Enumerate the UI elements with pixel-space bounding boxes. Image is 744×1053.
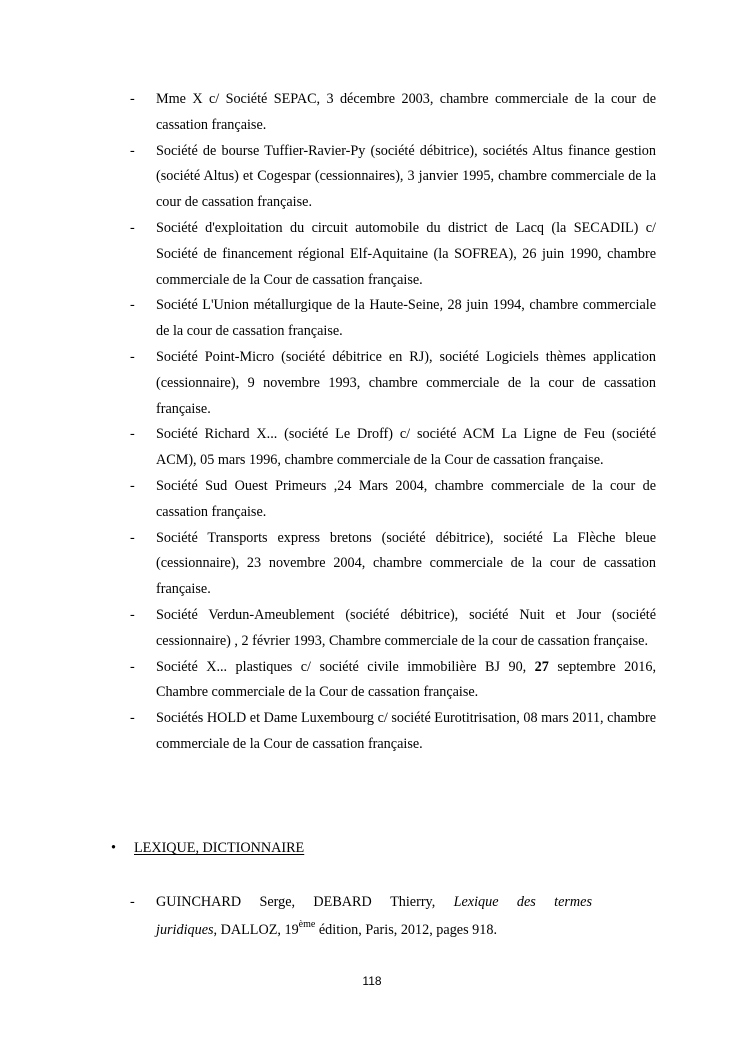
case-citation: Société Verdun-Ameublement (société débitrice), société Nuit et Jour (société cessionnaire) , 2 février 1993, Chambre commerciale de la cour de cassation française. [156,606,656,649]
author-word: GUINCHARD [156,894,242,910]
dash-marker: - [130,658,135,675]
edition-superscript: ème [298,919,316,930]
list-item [126,603,656,655]
case-citation: Sociétés HOLD et Dame Luxembourg c/ société Eurotitrisation, 08 mars 2011, chambre commerciale de la Cour de cassation française. [156,710,656,752]
case-law-list [126,87,656,758]
list-item [126,888,592,944]
case-citation: Société Point-Micro (société débitrice en RJ), société Logiciels thèmes application (cessionnaire), 9 novembre 1993, chambre commerciale de la cour de cassation française. [156,348,656,417]
list-item [126,526,656,603]
dash-marker: - [130,894,135,910]
author-word: Thierry, [390,894,436,910]
author-word: DEBARD [313,894,372,910]
case-citation: Société Sud Ouest Primeurs ,24 Mars 2004, chambre commerciale de la cour de cassation française. [156,477,656,520]
title-word: juridiques [156,922,214,938]
publication-details: édition, Paris, 2012, pages 918. [315,922,497,938]
case-citation: Société L'Union métallurgique de la Haute-Seine, 28 juin 1994, chambre commerciale de la cour de cassation française. [156,297,656,340]
dash-marker: - [130,142,135,159]
title-word: des [516,894,536,910]
case-citation-bold-day: 27 [534,658,549,675]
author-word: Serge, [259,894,296,910]
case-citation: Mme X c/ Société SEPAC, 3 décembre 2003, chambre commerciale de la cour de cassation française. [156,91,656,133]
dash-marker: - [130,529,135,546]
lexique-list [126,888,592,944]
list-item [126,345,656,422]
dash-marker: - [130,477,135,494]
dash-marker: - [130,91,135,107]
case-citation [156,655,656,707]
title-word: Lexique [453,894,499,910]
list-item [126,422,656,474]
case-citation-start: Société X... plastiques c/ société civile immobilière BJ 90, [156,658,535,675]
dash-marker: - [130,426,135,443]
title-word: termes [554,894,592,910]
case-citation: Société Richard X... (société Le Droff) c/ société ACM La Ligne de Feu (société ACM), 05 mars 1996, chambre commerciale de la Cour de cassation française. [156,426,656,469]
section-title: LEXIQUE, DICTIONNAIRE [134,840,305,856]
reference-line-2 [156,916,592,944]
publisher-text: , DALLOZ, 19 [213,922,299,938]
list-item [126,216,656,293]
reference-line-1 [156,888,592,916]
dash-marker: - [130,219,135,236]
list-item [126,706,656,758]
page-number: 118 [362,974,382,988]
dash-marker: - [130,297,135,314]
list-item [126,139,656,216]
list-item [126,87,656,139]
case-citation-end: septembre 2016, Chambre commerciale de la Cour de cassation française. [156,658,656,701]
case-citation: Société de bourse Tuffier-Ravier-Py (société débitrice), sociétés Altus finance gestion (société Altus) et Cogespar (cessionnaires), 3 janvier 1995, chambre commerciale de la cour de cassation française. [156,142,656,211]
case-citation: Société Transports express bretons (société débitrice), société La Flèche bleue (cessionnaire), 23 novembre 2004, chambre commerciale de la cour de cassation française. [156,529,656,598]
list-item [126,655,656,707]
dash-marker: - [130,606,135,623]
list-item [126,474,656,526]
case-citation: Société d'exploitation du circuit automobile du district de Lacq (la SECADIL) c/ Société de financement régional Elf-Aquitaine (la SOFREA), 26 juin 1990, chambre commerciale de la Cour de cassation française. [156,219,656,288]
bullet-marker: • [111,840,116,856]
dash-marker: - [130,348,135,365]
list-item [126,293,656,345]
dash-marker: - [130,710,135,727]
